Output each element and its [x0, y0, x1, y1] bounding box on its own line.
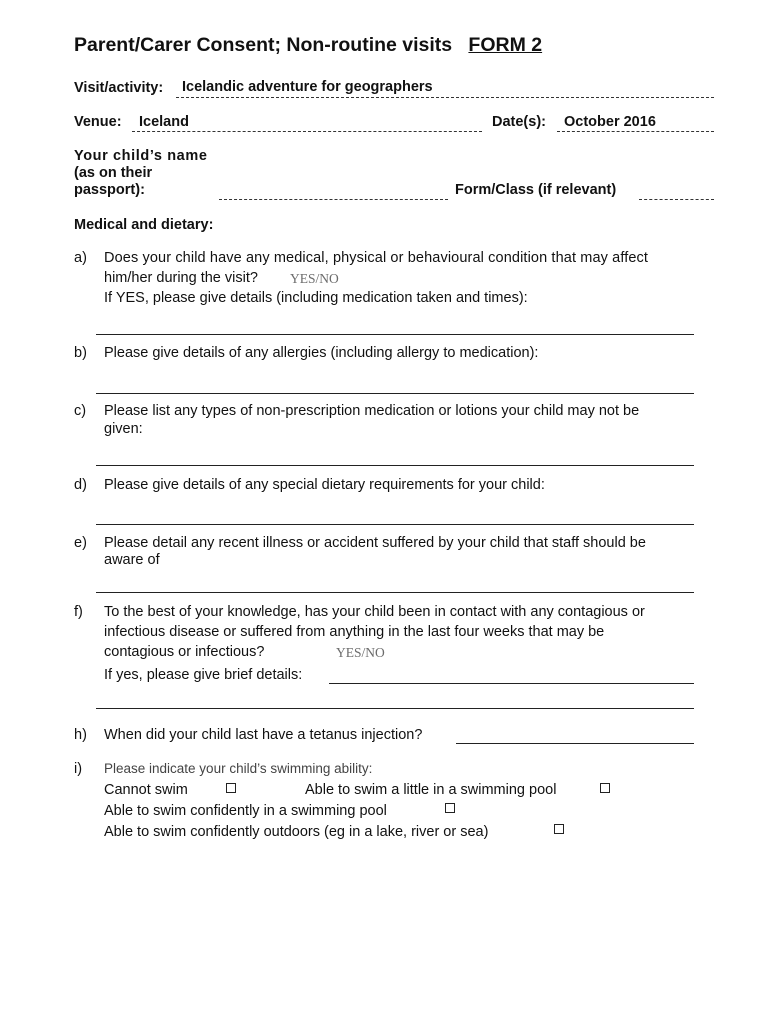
child-name-field[interactable]	[219, 199, 448, 200]
question-e-letter: e)	[74, 535, 87, 551]
swim-pool-checkbox[interactable]	[445, 803, 455, 813]
child-name-label-line3: passport):	[74, 182, 145, 198]
question-d-line1: Please give details of any special dietary requirements for your child:	[104, 477, 545, 493]
question-e-line2: aware of	[104, 552, 160, 568]
tetanus-answer-line[interactable]	[456, 743, 694, 744]
swim-option-cannot-label: Cannot swim	[104, 782, 188, 798]
question-a-line2: him/her during the visit?	[104, 270, 258, 286]
visit-activity-value: Icelandic adventure for geographers	[182, 79, 433, 95]
question-c-letter: c)	[74, 403, 87, 419]
question-c-answer-line[interactable]	[96, 465, 694, 466]
swim-outdoors-checkbox[interactable]	[554, 824, 564, 834]
question-b-line1: Please give details of any allergies (including allergy to medication):	[104, 345, 539, 361]
question-f-letter: f)	[74, 604, 83, 620]
swim-option-little-label: Able to swim a little in a swimming pool	[305, 782, 557, 798]
child-name-label	[74, 148, 207, 199]
question-f-yes-no[interactable]: YES/NO	[336, 645, 385, 660]
question-b-letter: b)	[74, 345, 87, 361]
question-h-line1: When did your child last have a tetanus injection?	[104, 727, 423, 743]
question-a-line3: If YES, please give details (including medication taken and times):	[104, 290, 528, 306]
question-i-line1: Please indicate your child’s swimming ability:	[104, 761, 373, 776]
question-h-letter: h)	[74, 727, 87, 743]
question-b-answer-line[interactable]	[96, 393, 694, 394]
swim-little-checkbox[interactable]	[600, 783, 610, 793]
question-i-letter: i)	[74, 761, 83, 777]
question-c-line2: given:	[104, 421, 143, 437]
dates-value: October 2016	[564, 114, 656, 130]
question-a-line1: Does your child have any medical, physical or behavioural condition that may affect	[104, 250, 649, 266]
dates-field[interactable]	[557, 131, 714, 132]
dates-label: Date(s):	[492, 114, 546, 130]
page-title	[74, 34, 542, 57]
question-f-line2: infectious disease or suffered from anything in the last four weeks that may be	[104, 624, 605, 640]
question-e-line1: Please detail any recent illness or accident suffered by your child that staff should be	[104, 535, 646, 551]
question-a-letter: a)	[74, 250, 87, 266]
child-name-label-line2: (as on their	[74, 165, 153, 181]
question-f-line1: To the best of your knowledge, has your child been in contact with any contagious or	[104, 604, 645, 620]
venue-label: Venue:	[74, 114, 122, 130]
visit-activity-field[interactable]	[176, 97, 714, 98]
form-title: Parent/Carer Consent; Non-routine visits	[74, 34, 453, 56]
question-f-line3: contagious or infectious?	[104, 644, 265, 660]
question-f-answer-line[interactable]	[96, 708, 694, 709]
question-c-line1: Please list any types of non-prescription medication or lotions your child may not be	[104, 403, 640, 419]
form-class-label: Form/Class (if relevant)	[455, 182, 617, 198]
child-name-label-line1: Your child’s name	[74, 148, 208, 164]
question-f-line4: If yes, please give brief details:	[104, 667, 303, 683]
question-d-answer-line[interactable]	[96, 524, 694, 525]
question-a-answer-line[interactable]	[96, 334, 694, 335]
question-a-yes-no[interactable]: YES/NO	[290, 271, 339, 286]
visit-activity-label: Visit/activity:	[74, 80, 164, 96]
medical-heading: Medical and dietary:	[74, 217, 214, 233]
venue-value: Iceland	[139, 114, 189, 130]
question-e-answer-line[interactable]	[96, 592, 694, 593]
question-d-letter: d)	[74, 477, 87, 493]
form-class-field[interactable]	[639, 199, 714, 200]
swim-option-pool-label: Able to swim confidently in a swimming pool	[104, 803, 387, 819]
swim-cannot-checkbox[interactable]	[226, 783, 236, 793]
form-number: FORM 2	[468, 34, 543, 56]
question-f-details-line[interactable]	[329, 683, 694, 684]
swim-option-outdoors-label: Able to swim confidently outdoors (eg in a lake, river or sea)	[104, 824, 489, 840]
venue-field[interactable]	[132, 131, 482, 132]
